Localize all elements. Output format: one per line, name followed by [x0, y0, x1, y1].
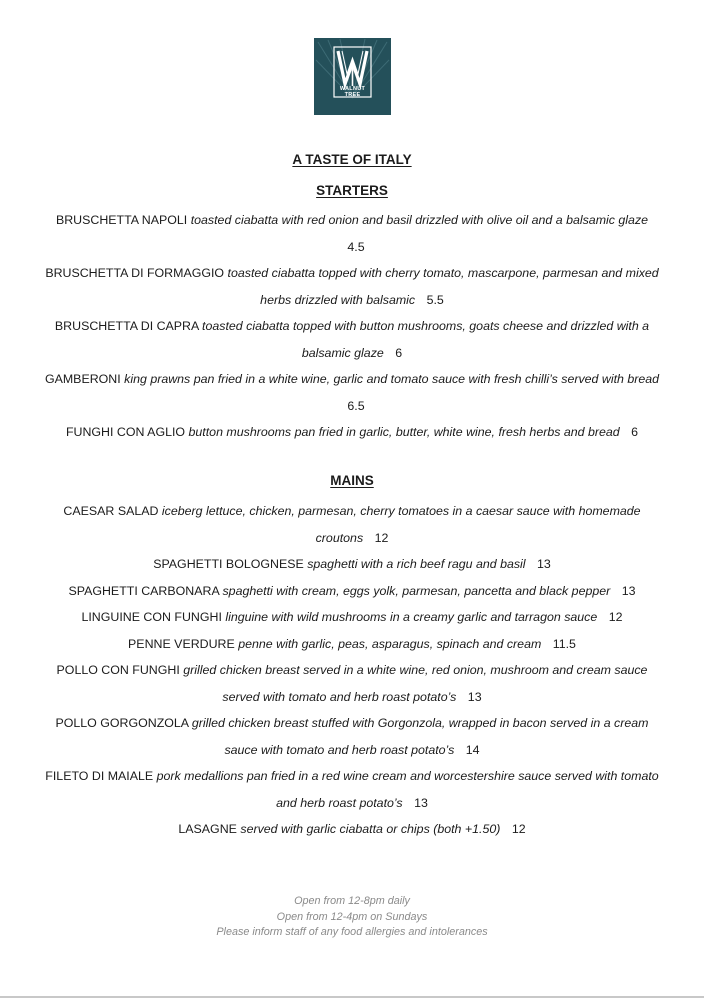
item-price: 12	[608, 610, 623, 624]
menu-title: A TASTE OF ITALY	[292, 152, 412, 167]
item-name: BRUSCHETTA DI CAPRA	[54, 319, 199, 333]
starters-list	[40, 207, 664, 446]
item-price: 13	[621, 583, 636, 598]
menu-item	[40, 313, 664, 366]
item-name: BRUSCHETTA NAPOLI	[55, 213, 188, 227]
bottom-divider	[0, 996, 704, 998]
item-description: king prawns pan fried in a white wine, garlic and tomato sauce with fresh chilli’s served with bread	[124, 372, 660, 386]
item-price: 13	[467, 689, 482, 704]
item-price: 13	[414, 795, 428, 810]
item-name: GAMBERONI	[44, 372, 121, 386]
menu-item	[40, 578, 664, 605]
item-price: 11.5	[552, 636, 576, 651]
item-price: 6	[631, 425, 639, 439]
tree-emblem-icon	[314, 38, 391, 115]
item-name: LINGUINE CON FUNGHI	[81, 610, 222, 624]
logo-text-tree: TREE	[344, 92, 361, 98]
item-description: button mushrooms pan fried in garlic, butter, white wine, fresh herbs and bread	[188, 425, 620, 439]
menu-item	[40, 551, 664, 578]
walnut-tree-logo	[314, 38, 391, 115]
item-description: toasted ciabatta topped with button mushrooms, goats cheese and drizzled with a balsamic glaze	[202, 319, 650, 360]
menu-item	[40, 631, 664, 658]
item-description: pork medallions pan fried in a red wine cream and worcestershire sauce served with tomato and herb roast potato’s	[156, 769, 659, 810]
item-description: toasted ciabatta topped with cherry tomato, mascarpone, parmesan and mixed herbs drizzled with balsamic	[227, 266, 659, 307]
item-price: 6	[395, 345, 403, 360]
item-description: spaghetti with a rich beef ragu and basil	[307, 557, 526, 571]
menu-item	[40, 710, 664, 763]
menu-item	[40, 657, 664, 710]
item-price: 12	[374, 530, 389, 545]
item-description: iceberg lettuce, chicken, parmesan, cherry tomatoes in a caesar sauce with homemade croutons	[161, 504, 641, 545]
item-description: toasted ciabatta with red onion and basil drizzled with olive oil and a balsamic glaze	[190, 213, 649, 227]
item-price: 12	[511, 822, 526, 836]
item-description: served with garlic ciabatta or chips (both +1.50)	[240, 822, 501, 836]
item-description: penne with garlic, peas, asparagus, spinach and cream	[238, 636, 542, 651]
item-name: BRUSCHETTA DI FORMAGGIO	[45, 266, 225, 280]
item-price: 14	[465, 742, 480, 757]
item-name: SPAGHETTI BOLOGNESE	[153, 557, 304, 571]
menu-item	[40, 260, 664, 313]
item-price: 4.5	[347, 239, 365, 254]
item-name: FILETO DI MAIALE	[45, 769, 154, 783]
item-description: linguine with wild mushrooms in a creamy garlic and tarragon sauce	[225, 610, 598, 624]
logo-text-walnut: WALNUT	[339, 86, 366, 92]
mains-list	[40, 498, 664, 843]
menu-item	[40, 498, 664, 551]
menu-item	[40, 207, 664, 260]
item-name: CAESAR SALAD	[63, 504, 159, 518]
mains-heading: MAINS	[330, 473, 374, 488]
allergy-notice: Please inform staff of any food allergies and intolerances	[216, 926, 488, 938]
item-name: PENNE VERDURE	[128, 636, 235, 651]
opening-hours-daily: Open from 12-8pm daily	[294, 895, 410, 907]
item-name: POLLO GORGONZOLA	[55, 716, 189, 730]
menu-item	[40, 366, 664, 419]
footer-notes	[0, 894, 704, 941]
starters-heading: STARTERS	[316, 183, 388, 198]
item-description: spaghetti with cream, eggs yolk, parmesan, pancetta and black pepper	[222, 583, 611, 598]
item-name: SPAGHETTI CARBONARA	[68, 583, 220, 598]
item-price: 6.5	[347, 398, 365, 413]
item-description: grilled chicken breast served in a white wine, red onion, mushroom and cream sauce served with tomato and herb roast potato’s	[183, 663, 648, 704]
item-description: grilled chicken breast stuffed with Gorgonzola, wrapped in bacon served in a cream sauce with tomato and herb roast potato’s	[191, 716, 649, 757]
item-name: LASAGNE	[178, 822, 237, 836]
item-name: FUNGHI CON AGLIO	[65, 425, 186, 439]
menu-item	[40, 419, 664, 446]
menu-item	[40, 604, 664, 631]
item-name: POLLO CON FUNGHI	[56, 663, 180, 677]
menu-item	[40, 763, 664, 816]
menu-item	[40, 816, 664, 843]
item-price: 13	[537, 557, 551, 571]
item-price: 5.5	[426, 292, 444, 307]
opening-hours-sunday: Open from 12-4pm on Sundays	[276, 910, 428, 923]
